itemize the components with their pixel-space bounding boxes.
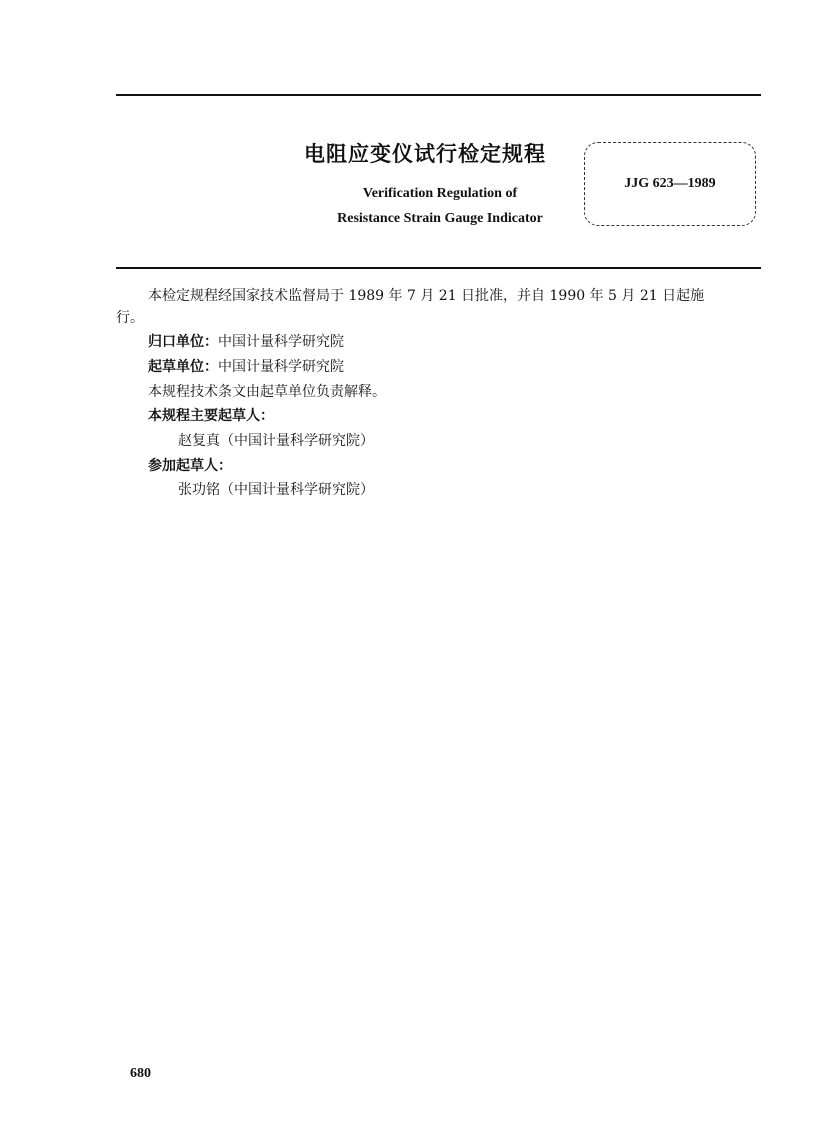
centralized-unit-label: 归口单位： — [148, 334, 218, 350]
approval-statement-line1: 本检定规程经国家技术监督局于 1989 年 7 月 21 日批准，并自 1990 年 5 月 21 日起施 — [148, 288, 705, 304]
header-bottom-rule — [116, 267, 761, 269]
centralized-unit-value: 中国计量科学研究院 — [218, 334, 344, 350]
approval-statement-line2: 行。 — [116, 310, 144, 326]
participants-label: 参加起草人： — [148, 458, 232, 474]
document-title-chinese: 电阻应变仪试行检定规程 — [304, 142, 546, 166]
regulation-code: JJG 623—1989 — [624, 176, 716, 191]
drafting-unit-label: 起草单位： — [148, 359, 218, 375]
main-drafters-label: 本规程主要起草人： — [148, 408, 274, 424]
centralized-unit-row — [148, 330, 344, 354]
regulation-code-box — [584, 142, 756, 226]
interpretation-statement: 本规程技术条文由起草单位负责解释。 — [148, 384, 386, 400]
drafting-unit-value: 中国计量科学研究院 — [218, 359, 344, 375]
participant-entry: 张功铭（中国计量科学研究院） — [178, 482, 374, 498]
main-drafter-entry: 赵复真（中国计量科学研究院） — [178, 433, 374, 449]
page-number: 680 — [130, 1066, 151, 1081]
document-title-english-line1: Verification Regulation of — [362, 186, 518, 201]
document-title-english-line2: Resistance Strain Gauge Indicator — [337, 211, 543, 226]
top-rule — [116, 94, 761, 96]
drafting-unit-row — [148, 355, 344, 379]
